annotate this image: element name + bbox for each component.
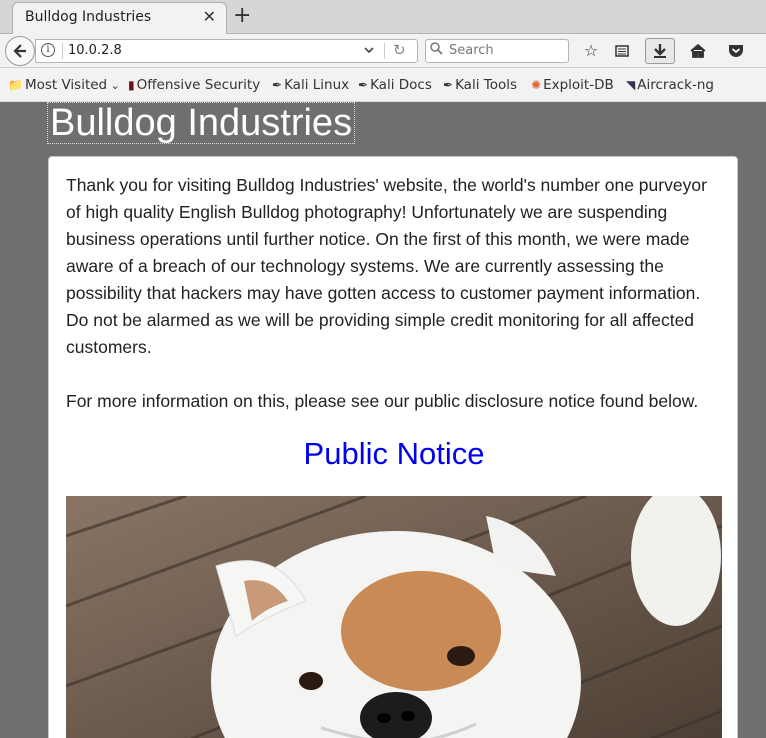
reading-list-icon[interactable] [611, 40, 633, 62]
search-placeholder: Search [449, 43, 494, 58]
bookmark-most-visited[interactable] [8, 77, 120, 93]
navigation-bar [0, 34, 766, 68]
public-notice-link[interactable]: Public Notice [303, 436, 485, 471]
url-text[interactable]: 10.0.2.8 [68, 43, 122, 58]
back-arrow-icon [12, 43, 28, 59]
pocket-icon[interactable] [725, 40, 747, 62]
bookmark-star-icon[interactable]: ☆ [583, 41, 599, 60]
url-separator [384, 43, 385, 59]
search-icon [430, 42, 443, 60]
bookmark-label: Offensive Security [136, 77, 261, 93]
close-tab-icon[interactable]: ✕ [202, 7, 216, 26]
browser-tab[interactable] [12, 2, 227, 34]
bookmark-label: Kali Docs [370, 77, 432, 93]
bookmark-label: Kali Linux [284, 77, 350, 93]
home-icon[interactable] [687, 40, 709, 62]
url-bar[interactable] [35, 39, 418, 63]
kali-dragon-icon: ✒ [443, 78, 454, 92]
bookmark-exploit-db[interactable] [531, 77, 614, 93]
bookmark-aircrack-ng[interactable] [626, 77, 714, 93]
back-button[interactable] [5, 36, 35, 66]
bulldog-photo [66, 496, 722, 738]
exploit-db-icon: ✺ [531, 78, 542, 92]
bookmark-label: Most Visited [24, 77, 108, 93]
bookmark-kali-linux[interactable] [272, 77, 349, 93]
bookmarks-toolbar [0, 68, 766, 102]
chevron-down-icon[interactable] [363, 42, 375, 61]
intro-paragraph: Thank you for visiting Bulldog Industries' website, the world's number one purveyor of high quality English Bulldog photography! Unfortunately we are suspending business operations until further notice. On the first of this month, we were made aware of a breach of our technology systems. We are currently assessing the possibility that hackers may have gotten access to customer payment information. Do not be alarmed as we will be providing simple credit monitoring for all affected customers. [66, 175, 707, 357]
kali-dragon-icon: ✒ [358, 78, 369, 92]
folder-icon: 📁 [8, 78, 23, 92]
aircrack-icon: ◥ [626, 78, 636, 92]
bookmark-label: Kali Tools [455, 77, 517, 93]
bookmark-offensive-security[interactable] [128, 77, 260, 93]
kali-dragon-icon: ✒ [272, 78, 283, 92]
search-input[interactable] [425, 39, 569, 63]
reload-icon[interactable]: ↻ [393, 41, 406, 59]
bookmark-kali-docs[interactable] [358, 77, 432, 93]
new-tab-icon[interactable]: + [233, 3, 252, 28]
bookmark-label: Aircrack-ng [637, 77, 714, 93]
content-card [48, 156, 738, 738]
page-content [0, 102, 766, 738]
info-paragraph: For more information on this, please see our public disclosure notice found below. [66, 391, 699, 411]
bookmark-kali-tools[interactable] [443, 77, 517, 93]
tab-strip [0, 0, 766, 34]
download-icon[interactable] [645, 38, 675, 64]
bulldog-image [66, 496, 722, 738]
chevron-down-icon: ⌄ [107, 79, 120, 92]
url-separator [62, 43, 63, 59]
bookmark-label: Exploit-DB [543, 77, 614, 93]
site-title: Bulldog Industries [47, 102, 355, 144]
info-icon[interactable]: i [41, 43, 55, 57]
offensive-security-icon: ▮ [128, 78, 135, 92]
tab-title: Bulldog Industries [25, 9, 152, 25]
